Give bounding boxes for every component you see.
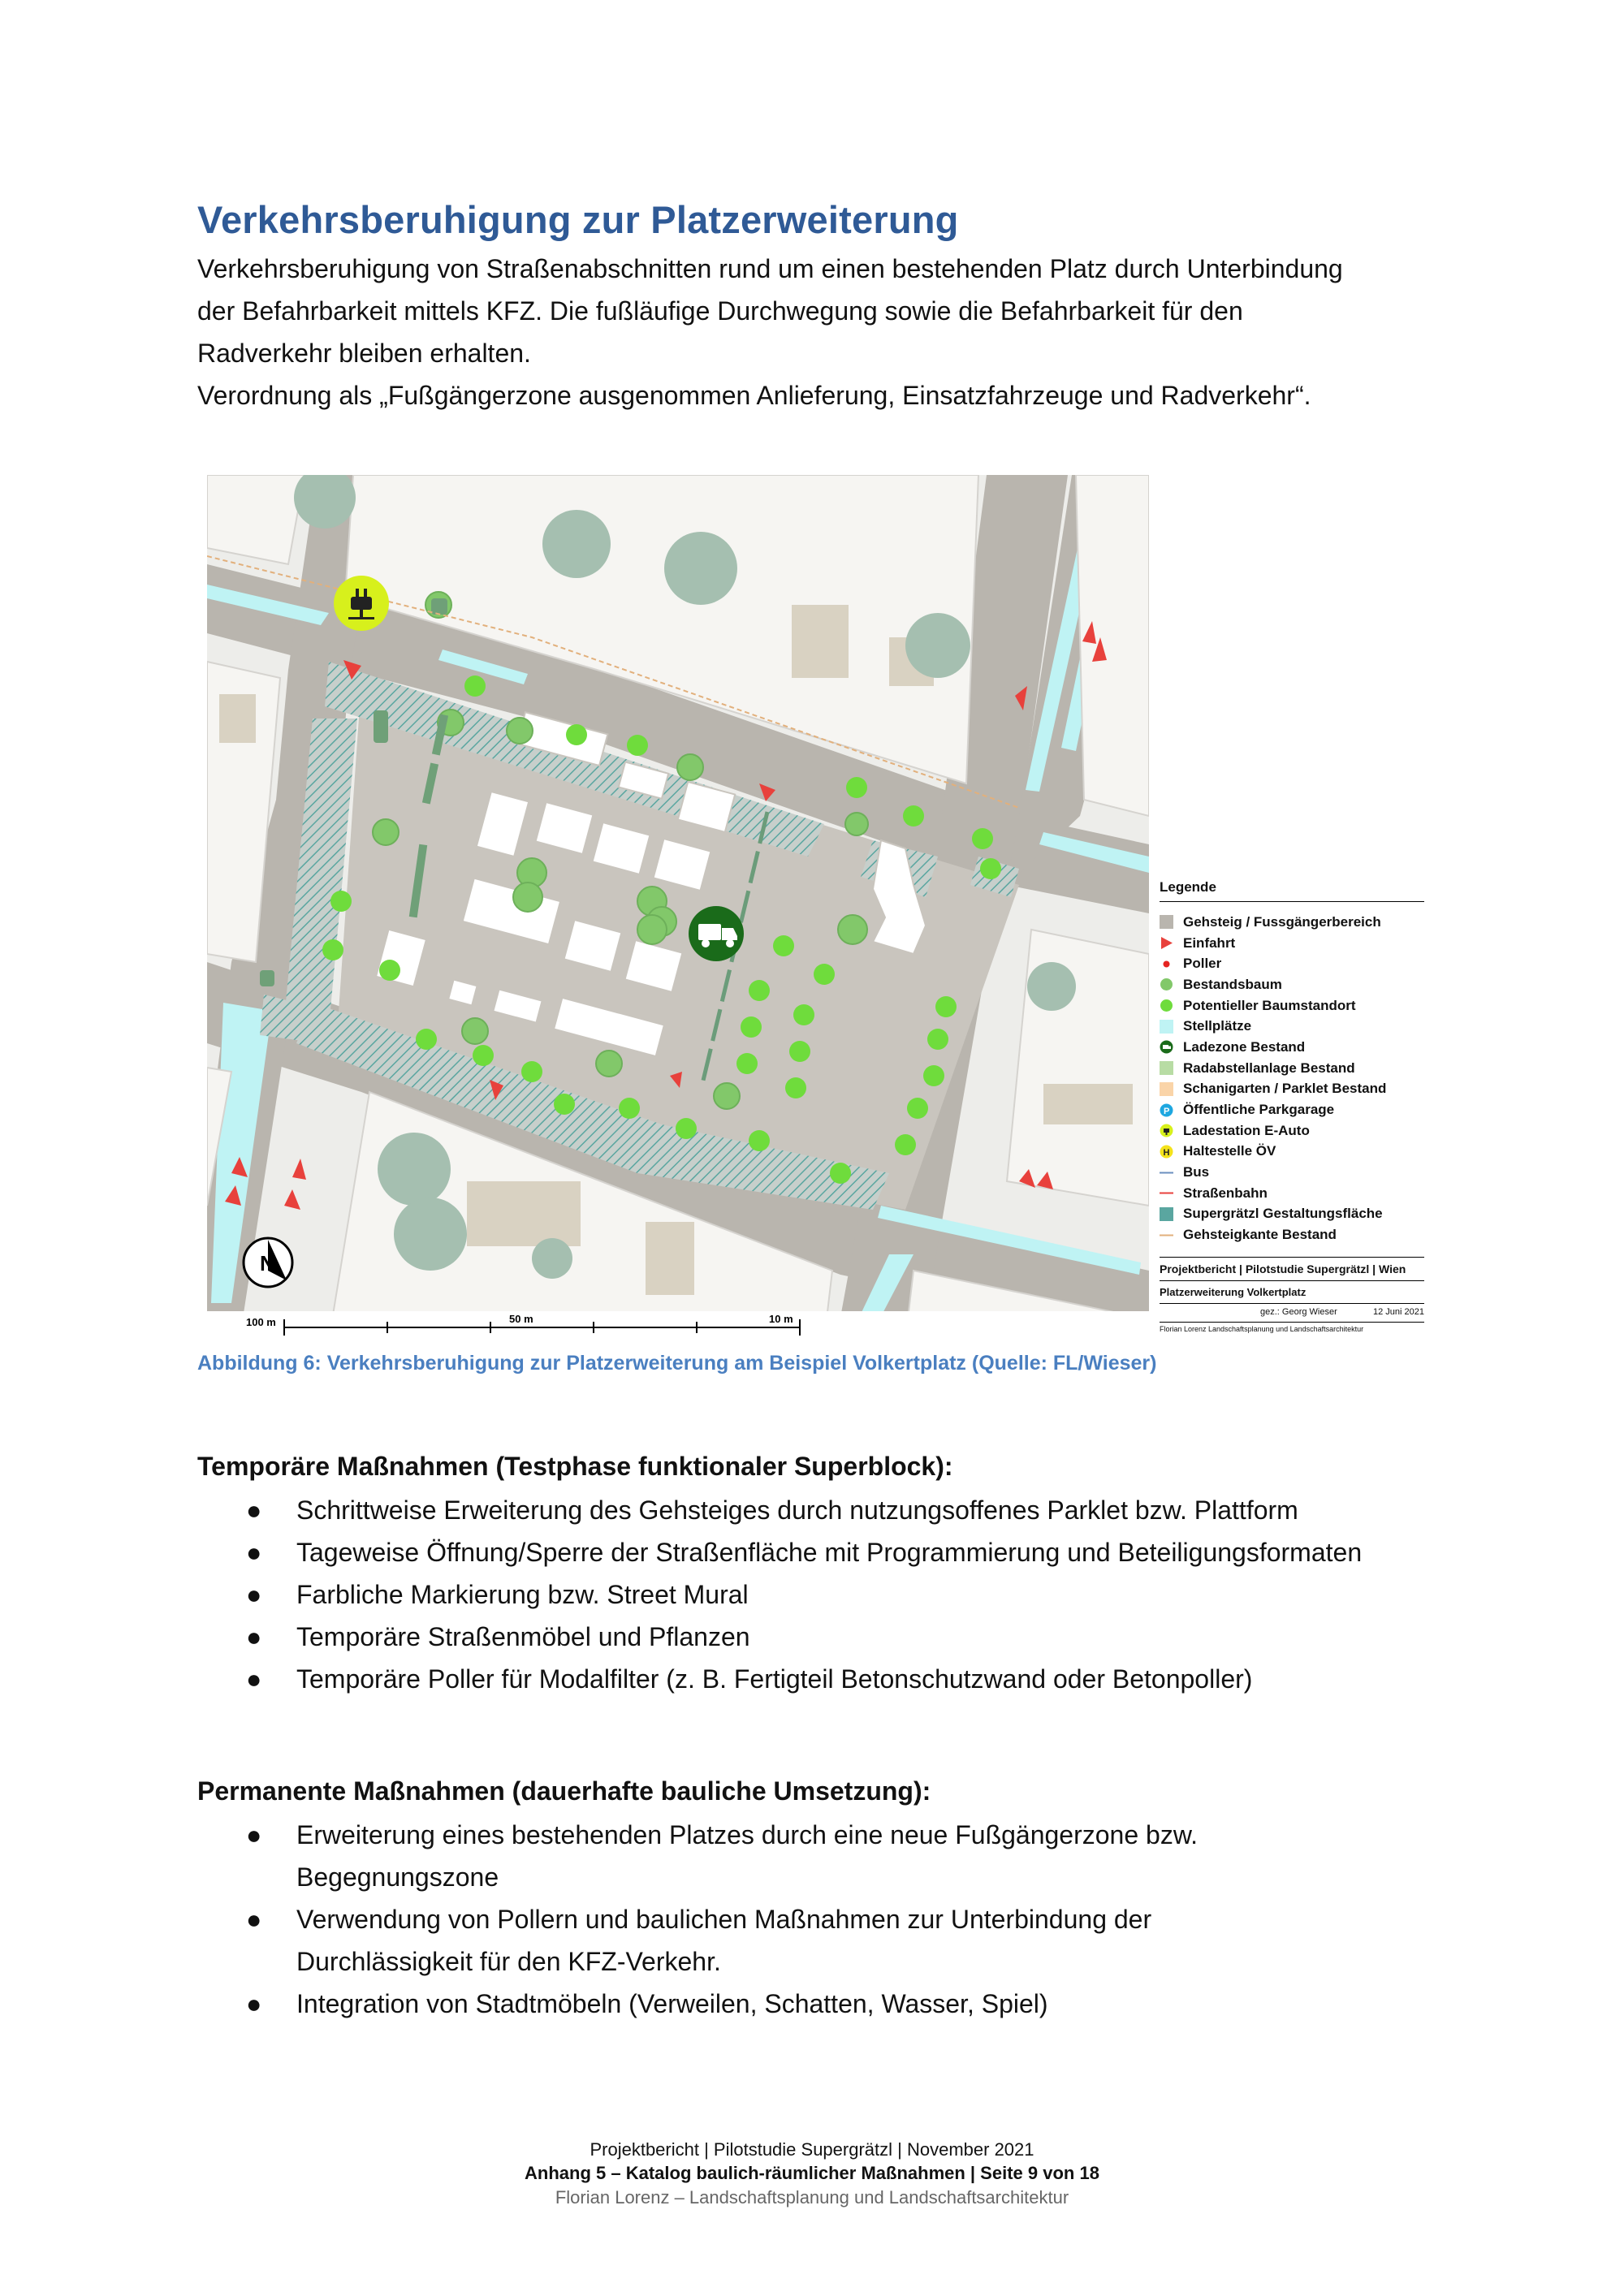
list-item: ● Verwendung von Pollern und baulichen Maßnahmen zur Unterbindung der Durchlässigkeit für den KFZ-Verkehr. (246, 1905, 1152, 1976)
legend-item: Poller (1160, 953, 1386, 974)
legend-item: Bestandsbaum (1160, 974, 1386, 995)
legend-list (1160, 912, 1386, 1245)
legend-item: Bus (1160, 1162, 1386, 1183)
legend-item: Schanigarten / Parklet Bestand (1160, 1079, 1386, 1100)
curb-line-icon (1160, 1228, 1173, 1242)
intro-line: Verordnung als „Fußgängerzone ausgenommen Anlieferung, Einsatzfahrzeuge und Radverkehr“. (197, 381, 1311, 410)
list-item: ● Farbliche Markierung bzw. Street Mural (246, 1580, 749, 1609)
scale-label-50: 50 m (509, 1313, 533, 1325)
tram-line-icon (1160, 1186, 1173, 1200)
parking-icon (1160, 1103, 1173, 1117)
bus-stop-icon (1160, 1145, 1173, 1159)
legend-item: Ladezone Bestand (1160, 1037, 1386, 1058)
legend-footer-office: Florian Lorenz Landschaftsplanung und Landschaftsarchitektur (1160, 1322, 1424, 1333)
list-item: ● Temporäre Straßenmöbel und Pflanzen (246, 1622, 750, 1651)
footer-project-line: Projektbericht | Pilotstudie Supergrätzl | November 2021 (590, 2139, 1034, 2160)
grey-square-icon (1160, 915, 1173, 929)
legend-footer-author: gez.: Georg Wieser 12 Juni 2021 (1160, 1303, 1424, 1317)
bus-line-icon (1160, 1166, 1173, 1180)
scale-label-10: 10 m (769, 1313, 793, 1325)
list-item: ● Tageweise Öffnung/Sperre der Straßenfläche mit Programmierung und Beteiligungsformaten (246, 1538, 1363, 1567)
light-green-square-icon (1160, 1061, 1173, 1075)
red-dot-icon (1160, 957, 1173, 971)
page-title: Verkehrsberuhigung zur Platzerweiterung (197, 198, 959, 241)
legend-title: Legende (1160, 879, 1216, 895)
permanent-measures-list (197, 1814, 1285, 2025)
legend-footer-map: Platzerweiterung Volkertplatz (1160, 1280, 1424, 1298)
legend-item: Stellplätze (1160, 1016, 1386, 1037)
cyan-square-icon (1160, 1020, 1173, 1034)
intro-line: der Befahrbarkeit mittels KFZ. Die fußläufige Durchwegung sowie die Befahrbarkeit für den (197, 296, 1243, 326)
charging-station-badge (334, 576, 389, 631)
legend-item: Potentieller Baumstandort (1160, 995, 1386, 1016)
legend-item: P Öffentliche Parkgarage (1160, 1099, 1386, 1120)
permanent-measures-heading: Permanente Maßnahmen (dauerhafte bauliche Umsetzung): (197, 1776, 931, 1806)
legend-item: Ladestation E-Auto (1160, 1120, 1386, 1142)
svg-text:P: P (1164, 1106, 1170, 1116)
list-item: ● Erweiterung eines bestehenden Platzes durch eine neue Fußgängerzone bzw. Begegnungszone (246, 1820, 1199, 1892)
north-arrow (244, 1238, 292, 1287)
scale-label-100: 100 m (246, 1316, 276, 1328)
intro-line: Verkehrsberuhigung von Straßenabschnitten rund um einen bestehenden Platz durch Unterbindung (197, 254, 1343, 283)
list-item: ● Schrittweise Erweiterung des Gehsteiges durch nutzungsoffenes Parklet bzw. Plattform (246, 1495, 1298, 1525)
red-triangle-icon (1160, 936, 1173, 950)
list-item: ● Temporäre Poller für Modalfilter (z. B. Fertigteil Betonschutzwand oder Betonpoller) (246, 1664, 1253, 1694)
legend-item: Gehsteig / Fussgängerbereich (1160, 912, 1386, 933)
temporary-measures-heading: Temporäre Maßnahmen (Testphase funktionaler Superblock): (197, 1452, 953, 1481)
existing-tree-icon (1160, 978, 1173, 991)
teal-hatch-icon (1160, 1207, 1173, 1221)
legend-item: Supergrätzl Gestaltungsfläche (1160, 1204, 1386, 1225)
footer-author-line: Florian Lorenz – Landschaftsplanung und Landschaftsarchitektur (555, 2187, 1069, 2208)
north-label: N (260, 1251, 275, 1275)
legend-item: Einfahrt (1160, 933, 1386, 954)
legend-item: H Haltestelle ÖV (1160, 1142, 1386, 1163)
loading-zone-badge (689, 906, 744, 961)
map-legend (1153, 475, 1425, 1340)
legend-footer-project: Projektbericht | Pilotstudie Supergrätzl | Wien (1160, 1257, 1424, 1275)
intro-line: Radverkehr bleiben erhalten. (197, 339, 531, 368)
temporary-measures-list (197, 1489, 1464, 1700)
figure-caption: Abbildung 6: Verkehrsberuhigung zur Platzerweiterung am Beispiel Volkertplatz (Quelle: FL/Wieser) (197, 1352, 1157, 1375)
truck-icon (1160, 1040, 1173, 1054)
site-plan-map (207, 475, 1149, 1340)
intro-text (197, 248, 1464, 416)
svg-text:H: H (1163, 1147, 1170, 1158)
scale-bar (207, 1311, 1149, 1340)
site-plan-figure (207, 475, 1441, 1340)
charging-icon (1160, 1124, 1173, 1137)
list-item: ● Integration von Stadtmöbeln (Verweilen, Schatten, Wasser, Spiel) (246, 1989, 1048, 2018)
footer-page-line: Anhang 5 – Katalog baulich-räumlicher Maßnahmen | Seite 9 von 18 (525, 2163, 1099, 2183)
peach-square-icon (1160, 1082, 1173, 1096)
legend-item: Straßenbahn (1160, 1183, 1386, 1204)
legend-item: Gehsteigkante Bestand (1160, 1224, 1386, 1245)
legend-item: Radabstellanlage Bestand (1160, 1058, 1386, 1079)
potential-tree-icon (1160, 999, 1173, 1012)
